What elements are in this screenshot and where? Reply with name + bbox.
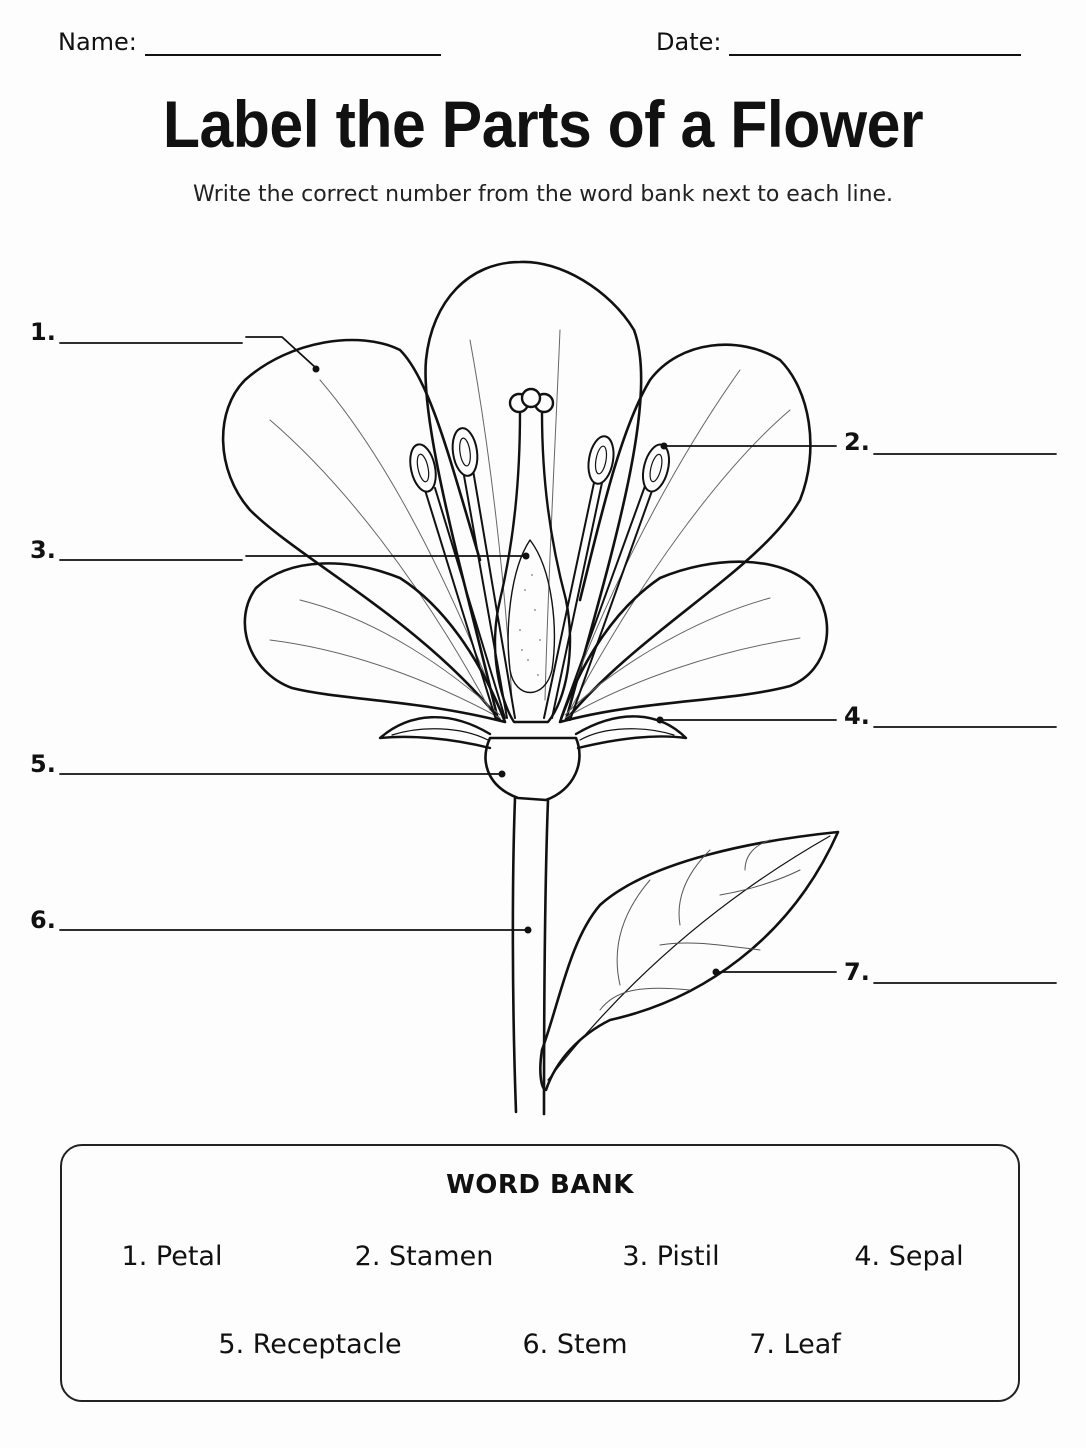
- word-bank-item: 4. Sepal: [854, 1241, 964, 1272]
- petal-upper-left: [223, 340, 500, 720]
- name-label: Name:: [58, 28, 137, 56]
- leader-lines: [60, 337, 1056, 986]
- worksheet-title: Label the Parts of a Flower: [162, 87, 924, 161]
- word-bank-item: 3. Pistil: [622, 1241, 720, 1272]
- label-number-7: 7.: [844, 958, 870, 986]
- petal-lower-right: [560, 562, 827, 722]
- leaf: [540, 832, 838, 1090]
- label-number-5: 5.: [30, 750, 56, 778]
- stamens: [406, 427, 673, 720]
- word-bank-item: 7. Leaf: [749, 1329, 841, 1360]
- word-bank-item: 1. Petal: [121, 1241, 223, 1272]
- label-number-1: 1.: [30, 318, 56, 346]
- word-bank-item: 6. Stem: [522, 1329, 628, 1360]
- word-bank: [60, 1144, 1020, 1402]
- petal-upper-right: [566, 345, 810, 720]
- stem: [513, 798, 548, 1114]
- worksheet-instructions: Write the correct number from the word bank next to each line.: [192, 182, 894, 207]
- word-bank-title: WORD BANK: [446, 1170, 634, 1200]
- label-number-2: 2.: [844, 428, 870, 456]
- date-label: Date:: [656, 28, 722, 56]
- label-number-6: 6.: [30, 906, 56, 934]
- word-bank-item: 5. Receptacle: [218, 1329, 402, 1360]
- receptacle: [486, 738, 580, 800]
- label-number-4: 4.: [844, 702, 870, 730]
- word-bank-item: 2. Stamen: [354, 1241, 494, 1272]
- label-number-3: 3.: [30, 536, 56, 564]
